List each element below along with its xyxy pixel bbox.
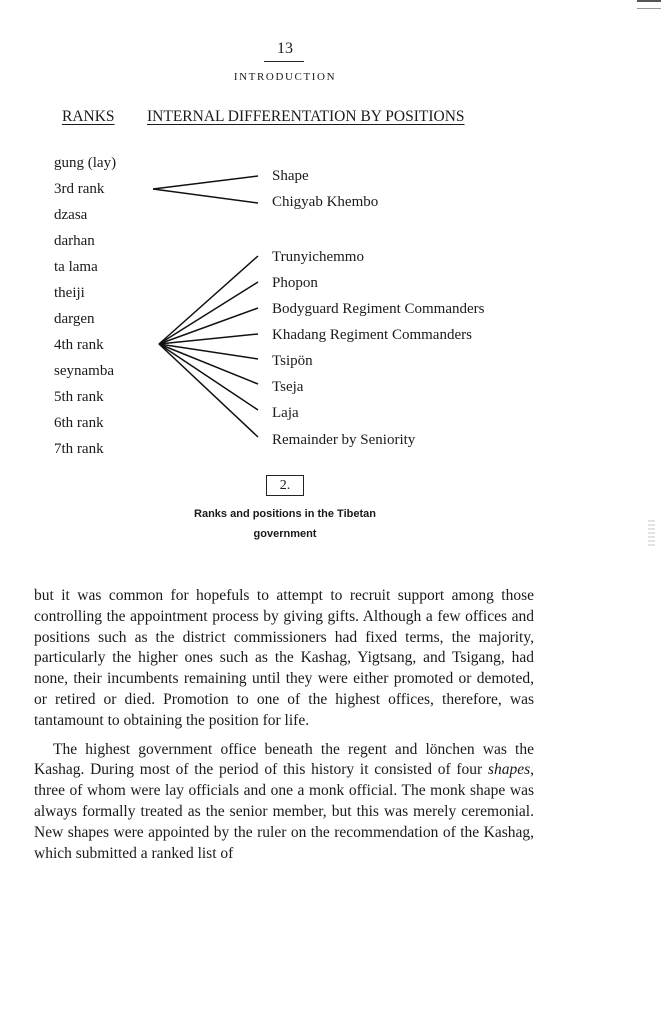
rank-item: 5th rank (54, 389, 104, 405)
position-item: Khadang Regiment Commanders (272, 327, 472, 343)
connector-line-chigyab-khembo (153, 189, 258, 203)
connector-line-trunyichemmo (159, 256, 258, 344)
position-item: Shape (272, 168, 309, 184)
paragraph (34, 740, 534, 865)
figure-caption-line: government (253, 528, 317, 540)
rank-item: 3rd rank (54, 181, 105, 197)
rank-item: 7th rank (54, 441, 104, 457)
connector-line-tseja (159, 344, 258, 384)
connector-lines (0, 0, 661, 470)
figure-caption (170, 504, 400, 544)
italic-term: shapes, (487, 761, 534, 779)
position-item: Tseja (272, 379, 304, 395)
rank-item: 4th rank (54, 337, 104, 353)
rank-item: 6th rank (54, 415, 104, 431)
position-item: Bodyguard Regiment Commanders (272, 301, 485, 317)
rank-item: seynamba (54, 363, 114, 379)
position-item: Laja (272, 405, 299, 421)
rank-item: theiji (54, 285, 85, 301)
rank-item: dargen (54, 311, 95, 327)
paragraph-text: The highest government office beneath the regent and lönchen was the Kashag. During most of the period of this history it consisted of four (34, 740, 534, 779)
connector-line-remainder (159, 344, 258, 437)
figure-number: 2. (266, 475, 304, 496)
paragraph: but it was common for hopefuls to attempt to recruit support among those controlling the appointment process by giving gifts. Although a few offices and positions such as the district commissioners had fixed terms, the majority, particularly the higher ones such as the Kashag, Yigtsang, and Tsigang, had none, their incumbents remaining until they were either promoted or demoted, or retired or died. Promotion to one of the highest offices, therefore, was tantamount to obtaining the position for life. (34, 587, 534, 729)
position-item: Trunyichemmo (272, 249, 364, 265)
rank-item: dzasa (54, 207, 88, 223)
connector-line-tsipon (159, 344, 258, 359)
page-number: 13 (277, 40, 293, 57)
rank-item: gung (lay) (54, 155, 117, 171)
position-item: Phopon (272, 275, 318, 291)
position-item: Tsipön (272, 353, 313, 369)
ranks-heading: RANKS (62, 108, 115, 125)
connector-line-shape (153, 176, 258, 189)
paragraph-text: three of whom were lay officials and one a monk official. The monk shape was always formally treated as the senior member, but this was merely ceremonial. New shapes were appointed by the ruler on the recommendation of the Kashag, which submitted a ranked list of (34, 782, 534, 862)
running-head: INTRODUCTION (233, 71, 337, 83)
position-item: Remainder by Seniority (272, 432, 416, 448)
rank-item: ta lama (54, 259, 98, 275)
body-text (34, 586, 534, 864)
positions-heading: INTERNAL DIFFERENTATION BY POSITIONS (147, 108, 465, 125)
rank-item: darhan (54, 233, 95, 249)
position-item: Chigyab Khembo (272, 194, 379, 210)
connector-line-laja (159, 344, 258, 410)
figure-caption-line: Ranks and positions in the Tibetan (194, 508, 376, 520)
margin-stamp (648, 520, 655, 548)
